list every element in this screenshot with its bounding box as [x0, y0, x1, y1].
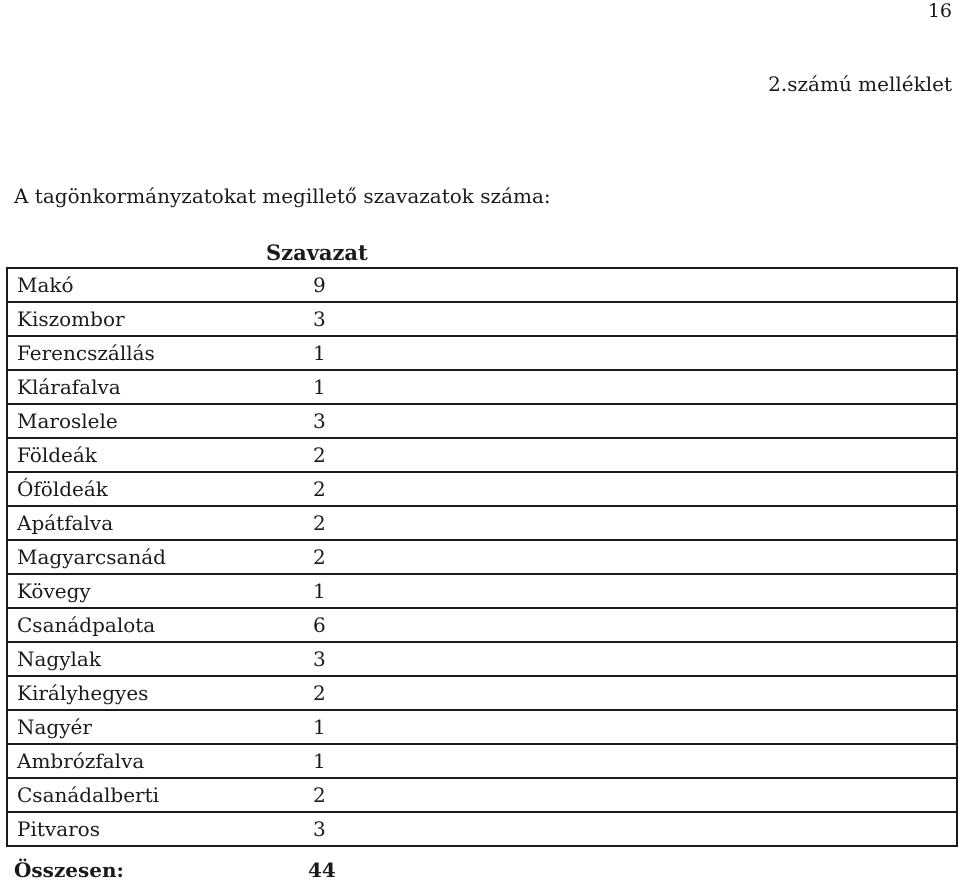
member-votes: 2 — [313, 540, 373, 574]
member-votes: 1 — [313, 710, 373, 744]
member-votes: 3 — [313, 812, 373, 846]
table-row — [7, 540, 957, 574]
table-row — [7, 336, 957, 370]
member-name: Csanádpalota — [7, 608, 313, 642]
total-value: 44 — [308, 858, 336, 882]
table-row — [7, 404, 957, 438]
table-row — [7, 744, 957, 778]
member-name: Makó — [7, 268, 313, 302]
empty-cell — [373, 370, 957, 404]
member-votes: 1 — [313, 574, 373, 608]
votes-table-body — [7, 268, 957, 846]
member-name: Kiszombor — [7, 302, 313, 336]
empty-cell — [373, 642, 957, 676]
table-row — [7, 302, 957, 336]
member-name: Klárafalva — [7, 370, 313, 404]
member-votes: 3 — [313, 404, 373, 438]
member-name: Királyhegyes — [7, 676, 313, 710]
document-heading: A tagönkormányzatokat megillető szavazatok száma: — [14, 184, 551, 208]
member-votes: 9 — [313, 268, 373, 302]
empty-cell — [373, 540, 957, 574]
member-name: Nagyér — [7, 710, 313, 744]
empty-cell — [373, 268, 957, 302]
annex-label: 2.számú melléklet — [768, 72, 952, 96]
member-name: Kövegy — [7, 574, 313, 608]
table-row — [7, 268, 957, 302]
page-number: 16 — [927, 0, 952, 22]
empty-cell — [373, 608, 957, 642]
member-votes: 3 — [313, 642, 373, 676]
empty-cell — [373, 302, 957, 336]
table-row — [7, 608, 957, 642]
empty-cell — [373, 778, 957, 812]
member-name: Magyarcsanád — [7, 540, 313, 574]
empty-cell — [373, 676, 957, 710]
empty-cell — [373, 336, 957, 370]
table-row — [7, 574, 957, 608]
table-row — [7, 438, 957, 472]
table-row — [7, 676, 957, 710]
member-name: Ferencszállás — [7, 336, 313, 370]
member-votes: 2 — [313, 472, 373, 506]
member-votes: 6 — [313, 608, 373, 642]
member-votes: 2 — [313, 676, 373, 710]
member-name: Pitvaros — [7, 812, 313, 846]
member-name: Óföldeák — [7, 472, 313, 506]
table-row — [7, 472, 957, 506]
empty-cell — [373, 438, 957, 472]
member-votes: 1 — [313, 370, 373, 404]
votes-table — [6, 267, 958, 847]
member-votes: 1 — [313, 744, 373, 778]
empty-cell — [373, 744, 957, 778]
table-row — [7, 506, 957, 540]
member-name: Földeák — [7, 438, 313, 472]
member-name: Csanádalberti — [7, 778, 313, 812]
member-name: Maroslele — [7, 404, 313, 438]
member-votes: 3 — [313, 302, 373, 336]
member-votes: 2 — [313, 778, 373, 812]
votes-column-header: Szavazat — [266, 240, 368, 265]
table-row — [7, 370, 957, 404]
total-label: Összesen: — [14, 858, 124, 882]
empty-cell — [373, 574, 957, 608]
member-name: Apátfalva — [7, 506, 313, 540]
empty-cell — [373, 472, 957, 506]
empty-cell — [373, 710, 957, 744]
member-votes: 2 — [313, 438, 373, 472]
empty-cell — [373, 404, 957, 438]
member-name: Nagylak — [7, 642, 313, 676]
member-name: Ambrózfalva — [7, 744, 313, 778]
empty-cell — [373, 506, 957, 540]
empty-cell — [373, 812, 957, 846]
table-row — [7, 642, 957, 676]
table-row — [7, 778, 957, 812]
member-votes: 2 — [313, 506, 373, 540]
member-votes: 1 — [313, 336, 373, 370]
table-row — [7, 812, 957, 846]
table-row — [7, 710, 957, 744]
